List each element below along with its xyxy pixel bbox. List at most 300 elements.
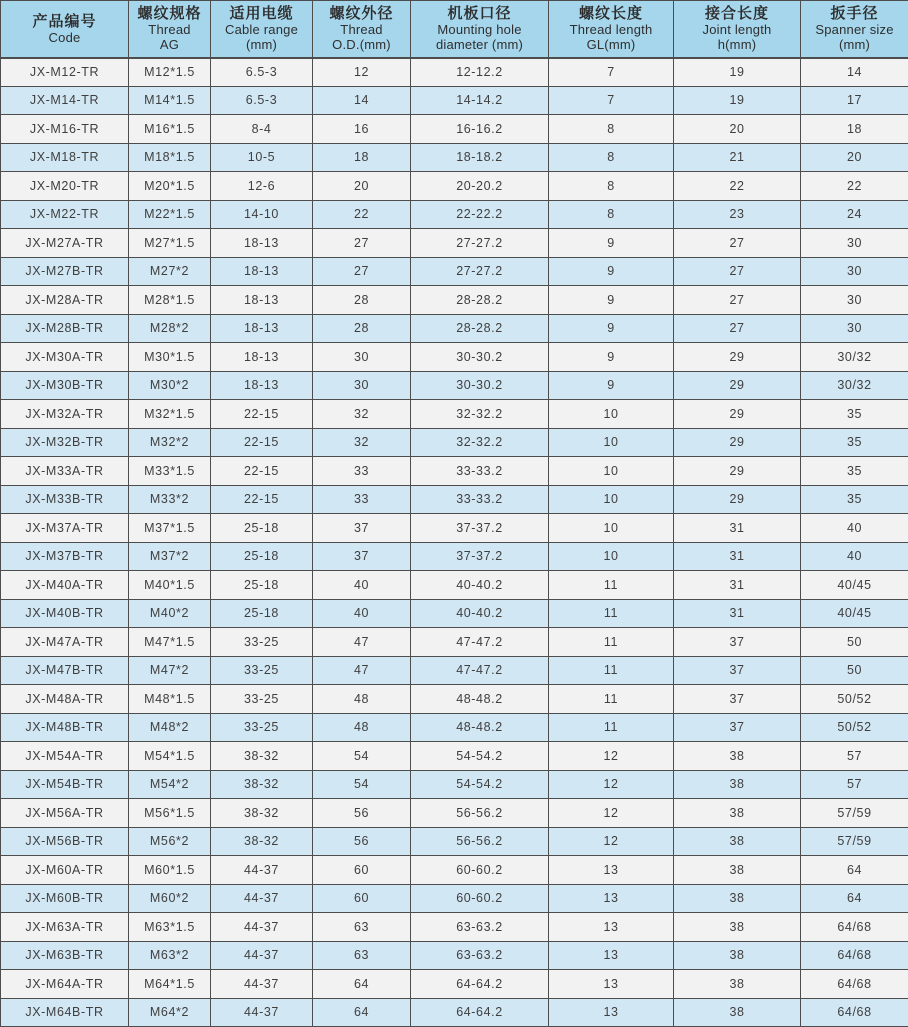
header-cn-label: 扳手径 [830, 5, 879, 23]
cell: 18 [801, 115, 908, 144]
cell: 29 [674, 457, 801, 486]
cell: M48*2 [129, 713, 211, 742]
column-header-thread-spec [129, 1, 211, 58]
cell: 40 [313, 571, 411, 600]
cell: 44-37 [211, 913, 313, 942]
cell: 20 [674, 115, 801, 144]
cell: 64/68 [801, 913, 908, 942]
table-row [1, 856, 908, 885]
cell: 18-13 [211, 257, 313, 286]
cell: 33 [313, 485, 411, 514]
cell: 44-37 [211, 941, 313, 970]
cell: 9 [549, 257, 674, 286]
cell: 16-16.2 [411, 115, 549, 144]
header-en-label: Cable range [224, 22, 299, 38]
cell: 57 [801, 742, 908, 771]
cell: 63 [313, 941, 411, 970]
cell: M14*1.5 [129, 86, 211, 115]
cell: 47-47.2 [411, 628, 549, 657]
cell: 29 [674, 371, 801, 400]
header-en-label: Thread [148, 22, 191, 38]
table-row [1, 400, 908, 429]
table-row [1, 229, 908, 258]
table-row [1, 143, 908, 172]
cell: 64 [801, 856, 908, 885]
cell: 38-32 [211, 799, 313, 828]
cell: 16 [313, 115, 411, 144]
column-header-spanner-size [801, 1, 908, 58]
header-cn-label: 接合长度 [704, 5, 769, 23]
cell: 28 [313, 286, 411, 315]
cell: 12 [313, 58, 411, 87]
cell: 38 [674, 799, 801, 828]
cell: 38 [674, 941, 801, 970]
cell: M27*2 [129, 257, 211, 286]
cell: 30-30.2 [411, 343, 549, 372]
table-row [1, 799, 908, 828]
cell: 54-54.2 [411, 742, 549, 771]
cell: 22-15 [211, 428, 313, 457]
cell: JX-M18-TR [1, 143, 129, 172]
cell: 33 [313, 457, 411, 486]
header-cn-label: 产品编号 [32, 12, 97, 30]
cell: 37 [313, 542, 411, 571]
cell: JX-M28B-TR [1, 314, 129, 343]
cell: M60*2 [129, 884, 211, 913]
cell: 6.5-3 [211, 86, 313, 115]
cell: JX-M14-TR [1, 86, 129, 115]
cell: 35 [801, 485, 908, 514]
cell: 22 [801, 172, 908, 201]
table-row [1, 913, 908, 942]
cell: M30*1.5 [129, 343, 211, 372]
table-row [1, 742, 908, 771]
cell: 64-64.2 [411, 998, 549, 1027]
cell: M32*2 [129, 428, 211, 457]
cell: 9 [549, 343, 674, 372]
cell: 27-27.2 [411, 257, 549, 286]
cell: 32 [313, 400, 411, 429]
table-body [1, 58, 908, 1027]
cell: 11 [549, 628, 674, 657]
cell: 28 [313, 314, 411, 343]
cell: 37 [674, 656, 801, 685]
cell: 60 [313, 884, 411, 913]
header-cn-label: 适用电缆 [229, 5, 294, 23]
cell: 10 [549, 457, 674, 486]
cell: JX-M32A-TR [1, 400, 129, 429]
cell: 23 [674, 200, 801, 229]
cell: 11 [549, 713, 674, 742]
table-row [1, 827, 908, 856]
cell: M18*1.5 [129, 143, 211, 172]
cell: 44-37 [211, 970, 313, 999]
header-en-label: (mm) [245, 37, 278, 53]
cell: 32-32.2 [411, 428, 549, 457]
table-row [1, 485, 908, 514]
cell: 40 [801, 514, 908, 543]
cell: 31 [674, 599, 801, 628]
cell: JX-M47A-TR [1, 628, 129, 657]
cell: 33-33.2 [411, 457, 549, 486]
cell: 10 [549, 542, 674, 571]
cell: 19 [674, 86, 801, 115]
cell: 48 [313, 713, 411, 742]
cell: 27 [674, 286, 801, 315]
cell: 40-40.2 [411, 571, 549, 600]
cell: 8 [549, 200, 674, 229]
cell: 50/52 [801, 685, 908, 714]
cell: 37 [674, 685, 801, 714]
column-header-thread-length [549, 1, 674, 58]
cell: 40 [313, 599, 411, 628]
cell: 40/45 [801, 599, 908, 628]
header-en-label: diameter (mm) [435, 37, 524, 53]
header-en-label: Thread length [569, 22, 653, 38]
cell: 31 [674, 514, 801, 543]
cell: 11 [549, 571, 674, 600]
cell: 37-37.2 [411, 514, 549, 543]
table-row [1, 970, 908, 999]
cell: 21 [674, 143, 801, 172]
cell: 14 [801, 58, 908, 87]
cell: 18 [313, 143, 411, 172]
cell: 22-15 [211, 400, 313, 429]
table-row [1, 514, 908, 543]
cell: 64 [801, 884, 908, 913]
cell: M63*1.5 [129, 913, 211, 942]
table-row [1, 542, 908, 571]
cell: 57/59 [801, 799, 908, 828]
cell: M48*1.5 [129, 685, 211, 714]
cell: 64 [313, 970, 411, 999]
cell: 28-28.2 [411, 314, 549, 343]
cell: 12-6 [211, 172, 313, 201]
column-header-cable-range [211, 1, 313, 58]
cell: 20 [801, 143, 908, 172]
cell: 7 [549, 86, 674, 115]
cell: M63*2 [129, 941, 211, 970]
cell: 38 [674, 742, 801, 771]
cell: M47*1.5 [129, 628, 211, 657]
cell: JX-M37A-TR [1, 514, 129, 543]
cell: M40*2 [129, 599, 211, 628]
cell: 13 [549, 884, 674, 913]
cell: 25-18 [211, 542, 313, 571]
cell: 30-30.2 [411, 371, 549, 400]
cell: JX-M32B-TR [1, 428, 129, 457]
cell: 22 [674, 172, 801, 201]
cell: 38 [674, 913, 801, 942]
cell: 9 [549, 229, 674, 258]
cell: 60-60.2 [411, 856, 549, 885]
cell: 40/45 [801, 571, 908, 600]
cell: 54 [313, 742, 411, 771]
cell: 38 [674, 970, 801, 999]
cell: 38 [674, 884, 801, 913]
cell: 10 [549, 514, 674, 543]
table-row [1, 115, 908, 144]
cell: 33-33.2 [411, 485, 549, 514]
cell: 40-40.2 [411, 599, 549, 628]
cell: 63 [313, 913, 411, 942]
header-row [1, 1, 908, 58]
cell: 29 [674, 485, 801, 514]
header-cn-label: 螺纹长度 [578, 5, 643, 23]
cell: JX-M40A-TR [1, 571, 129, 600]
header-cn-label: 机板口径 [447, 5, 512, 23]
cell: JX-M54B-TR [1, 770, 129, 799]
cell: 13 [549, 913, 674, 942]
header-en-label: GL(mm) [586, 37, 636, 53]
cell: JX-M37B-TR [1, 542, 129, 571]
cell: 50 [801, 656, 908, 685]
cell: 54 [313, 770, 411, 799]
cell: 11 [549, 685, 674, 714]
cell: M32*1.5 [129, 400, 211, 429]
cell: 64 [313, 998, 411, 1027]
cell: M40*1.5 [129, 571, 211, 600]
column-header-joint-length [674, 1, 801, 58]
cell: 47 [313, 656, 411, 685]
cell: 9 [549, 371, 674, 400]
cell: 30 [801, 286, 908, 315]
table-row [1, 343, 908, 372]
cell: 20-20.2 [411, 172, 549, 201]
cell: 64-64.2 [411, 970, 549, 999]
cell: 37 [313, 514, 411, 543]
cell: 56-56.2 [411, 799, 549, 828]
cell: M54*1.5 [129, 742, 211, 771]
cell: 44-37 [211, 884, 313, 913]
header-en-label: Mounting hole [437, 22, 522, 38]
cell: 35 [801, 428, 908, 457]
table-row [1, 571, 908, 600]
cell: 14-10 [211, 200, 313, 229]
cell: 7 [549, 58, 674, 87]
cell: 19 [674, 58, 801, 87]
cell: 30 [313, 343, 411, 372]
cell: 38 [674, 998, 801, 1027]
table-row [1, 428, 908, 457]
cell: 33-25 [211, 628, 313, 657]
cell: 60-60.2 [411, 884, 549, 913]
cell: M27*1.5 [129, 229, 211, 258]
cell: 57/59 [801, 827, 908, 856]
cell: 18-13 [211, 371, 313, 400]
cell: 38-32 [211, 770, 313, 799]
cell: 30/32 [801, 343, 908, 372]
cell: 38 [674, 770, 801, 799]
cell: 35 [801, 400, 908, 429]
cell: M64*1.5 [129, 970, 211, 999]
cell: 18-13 [211, 314, 313, 343]
header-cn-label: 螺纹外径 [329, 5, 394, 23]
cell: 13 [549, 856, 674, 885]
cell: 25-18 [211, 571, 313, 600]
cell: 22-22.2 [411, 200, 549, 229]
column-header-mounting-hole [411, 1, 549, 58]
table-row [1, 656, 908, 685]
cell: 27 [674, 314, 801, 343]
cell: 12 [549, 827, 674, 856]
cell: 33-25 [211, 656, 313, 685]
cell: 8 [549, 115, 674, 144]
cell: M56*1.5 [129, 799, 211, 828]
cell: JX-M48A-TR [1, 685, 129, 714]
cell: 32 [313, 428, 411, 457]
cell: 38-32 [211, 742, 313, 771]
cell: 10 [549, 485, 674, 514]
cell: 47 [313, 628, 411, 657]
cell: 8 [549, 172, 674, 201]
cell: JX-M40B-TR [1, 599, 129, 628]
cell: 12 [549, 770, 674, 799]
cell: 27 [674, 257, 801, 286]
cell: 60 [313, 856, 411, 885]
cell: M54*2 [129, 770, 211, 799]
cell: 37 [674, 713, 801, 742]
cell: 25-18 [211, 514, 313, 543]
cell: 33-25 [211, 713, 313, 742]
cell: M37*2 [129, 542, 211, 571]
cell: 8-4 [211, 115, 313, 144]
cell: JX-M33B-TR [1, 485, 129, 514]
cell: JX-M64B-TR [1, 998, 129, 1027]
cell: JX-M30A-TR [1, 343, 129, 372]
cell: 13 [549, 998, 674, 1027]
cell: 48-48.2 [411, 713, 549, 742]
header-en-label: Joint length [702, 22, 772, 38]
cell: 31 [674, 542, 801, 571]
table-row [1, 58, 908, 87]
cell: 18-13 [211, 343, 313, 372]
cell: JX-M63B-TR [1, 941, 129, 970]
table-row [1, 884, 908, 913]
cell: 25-18 [211, 599, 313, 628]
cell: 32-32.2 [411, 400, 549, 429]
cell: M22*1.5 [129, 200, 211, 229]
header-en-label: Spanner size [815, 22, 894, 38]
cell: M56*2 [129, 827, 211, 856]
table-row [1, 998, 908, 1027]
cell: 56 [313, 799, 411, 828]
cell: 27 [313, 229, 411, 258]
cell: M47*2 [129, 656, 211, 685]
cell: 22 [313, 200, 411, 229]
cell: 13 [549, 941, 674, 970]
cell: 30 [801, 314, 908, 343]
table-row [1, 314, 908, 343]
cell: 10-5 [211, 143, 313, 172]
cell: 64/68 [801, 970, 908, 999]
cell: JX-M30B-TR [1, 371, 129, 400]
cell: JX-M27B-TR [1, 257, 129, 286]
cell: 29 [674, 400, 801, 429]
table-row [1, 172, 908, 201]
cell: 22-15 [211, 485, 313, 514]
cell: 30 [801, 229, 908, 258]
cell: 12 [549, 742, 674, 771]
cell: 29 [674, 343, 801, 372]
table-row [1, 286, 908, 315]
cell: JX-M47B-TR [1, 656, 129, 685]
cell: JX-M63A-TR [1, 913, 129, 942]
header-en-label: Code [48, 29, 81, 45]
cell: JX-M60A-TR [1, 856, 129, 885]
cell: JX-M48B-TR [1, 713, 129, 742]
cell: JX-M22-TR [1, 200, 129, 229]
cell: JX-M60B-TR [1, 884, 129, 913]
cell: 30 [801, 257, 908, 286]
cell: M28*2 [129, 314, 211, 343]
cell: M28*1.5 [129, 286, 211, 315]
cell: 27-27.2 [411, 229, 549, 258]
cell: M60*1.5 [129, 856, 211, 885]
cell: 18-13 [211, 229, 313, 258]
cell: 63-63.2 [411, 913, 549, 942]
cell: JX-M28A-TR [1, 286, 129, 315]
cell: 10 [549, 428, 674, 457]
cell: 14-14.2 [411, 86, 549, 115]
cell: 14 [313, 86, 411, 115]
cell: 8 [549, 143, 674, 172]
cell: 6.5-3 [211, 58, 313, 87]
cell: JX-M56B-TR [1, 827, 129, 856]
cell: JX-M64A-TR [1, 970, 129, 999]
cell: JX-M56A-TR [1, 799, 129, 828]
table-row [1, 941, 908, 970]
cell: 18-13 [211, 286, 313, 315]
cell: 56-56.2 [411, 827, 549, 856]
column-header-code [1, 1, 129, 58]
cell: 50/52 [801, 713, 908, 742]
cell: 63-63.2 [411, 941, 549, 970]
cell: 48 [313, 685, 411, 714]
table-row [1, 257, 908, 286]
cell: 44-37 [211, 856, 313, 885]
cell: 44-37 [211, 998, 313, 1027]
cell: 40 [801, 542, 908, 571]
header-en-label: O.D.(mm) [332, 37, 391, 53]
cell: 24 [801, 200, 908, 229]
cell: 31 [674, 571, 801, 600]
cell: 30/32 [801, 371, 908, 400]
cell: 27 [313, 257, 411, 286]
cell: 12-12.2 [411, 58, 549, 87]
header-en-label: h(mm) [717, 37, 757, 53]
table-row [1, 599, 908, 628]
cell: 35 [801, 457, 908, 486]
cell: 11 [549, 599, 674, 628]
table-row [1, 371, 908, 400]
cell: 50 [801, 628, 908, 657]
cell: 56 [313, 827, 411, 856]
cell: 64/68 [801, 941, 908, 970]
table-row [1, 628, 908, 657]
cell: 12 [549, 799, 674, 828]
cell: JX-M20-TR [1, 172, 129, 201]
table-row [1, 685, 908, 714]
cell: 22-15 [211, 457, 313, 486]
cell: M33*2 [129, 485, 211, 514]
cell: M16*1.5 [129, 115, 211, 144]
cell: 10 [549, 400, 674, 429]
cell: 29 [674, 428, 801, 457]
cell: 27 [674, 229, 801, 258]
cell: M64*2 [129, 998, 211, 1027]
cell: 28-28.2 [411, 286, 549, 315]
